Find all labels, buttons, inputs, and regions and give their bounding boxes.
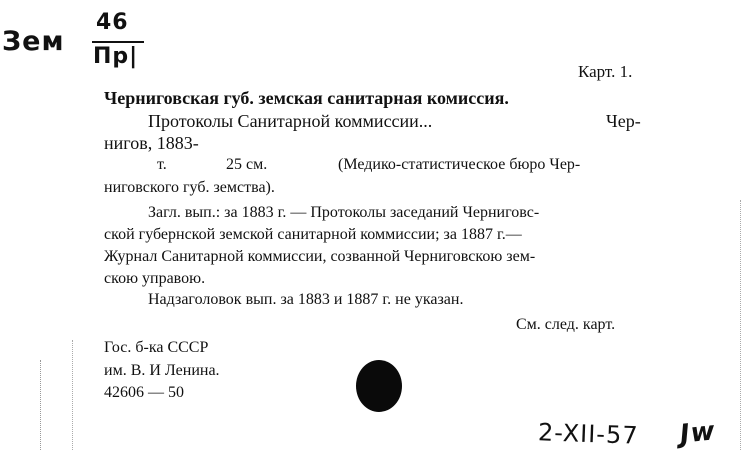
handwritten-date: 2-XII-57 <box>537 418 639 450</box>
library-line: Гос. б-ка СССР <box>104 339 209 356</box>
title-line-1-end: Чер- <box>606 111 641 131</box>
scan-noise <box>740 200 743 450</box>
note1-line: скою управою. <box>104 270 206 287</box>
note2: Надзаголовок вып. за 1883 и 1887 г. не указан. <box>148 291 464 308</box>
note1-line: Загл. вып.: за 1883 г. — Протоколы заседаний Черниговс- <box>148 204 540 221</box>
shelf-prefix: Зем <box>2 26 65 57</box>
desc-t: т. <box>157 156 167 173</box>
shelf-denominator: Пр| <box>93 44 139 69</box>
scan-noise <box>72 340 75 450</box>
title-line-1: Протоколы Санитарной коммиссии... <box>148 111 433 131</box>
note1-line: Журнал Санитарной коммиссии, созванной Черниговскою зем- <box>104 248 536 265</box>
card-number: Карт. 1. <box>578 62 633 81</box>
heading: Черниговская губ. земская санитарная комиссия. <box>104 88 509 108</box>
shelf-numerator: 46 <box>96 10 129 35</box>
note1-line: ской губернской земской санитарной коммиссии; за 1887 г.— <box>104 226 522 243</box>
fraction-bar <box>92 41 144 43</box>
scan-noise <box>40 360 43 450</box>
title-line-2: нигов, 1883- <box>104 133 199 153</box>
desc-size: 25 см. <box>226 156 268 173</box>
ink-stain <box>356 360 402 412</box>
desc-series-cont: ниговского губ. земства). <box>104 179 275 196</box>
library-line: им. В. И Ленина. <box>104 362 220 379</box>
library-line: 42606 — 50 <box>104 384 184 401</box>
desc-series: (Медико-статистическое бюро Чер- <box>338 156 581 173</box>
handwritten-signature: Jw <box>678 416 718 450</box>
see-next-card: См. след. карт. <box>516 316 616 333</box>
